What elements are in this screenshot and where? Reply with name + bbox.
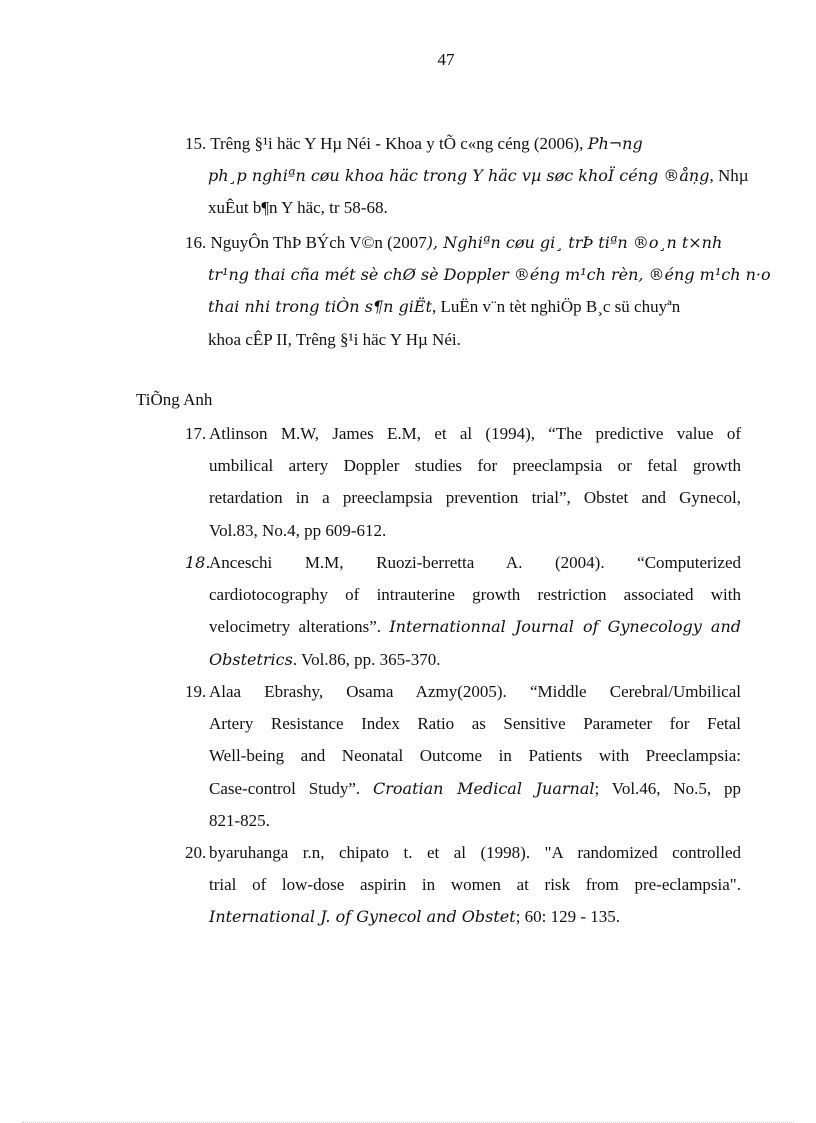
reference-journal-italic: Obstetrics <box>209 649 293 669</box>
reference-text: Trêng §¹i häc Y Hµ Néi - Khoa y tÕ c«ng céng (2006), <box>210 134 588 153</box>
reference-18-line-3 <box>209 611 741 643</box>
reference-text: velocimetry alterations”. <box>209 617 390 637</box>
reference-text: ; 60: 129 - 135. <box>515 907 621 927</box>
reference-17-line-4: Vol.83, No.4, pp 609-612. <box>209 520 387 540</box>
reference-19-line-2: Artery Resistance Index Ratio as Sensitive Parameter for Fetal <box>209 714 741 734</box>
reference-17-line-2: umbilical artery Doppler studies for preeclampsia or fetal growth <box>209 456 741 476</box>
reference-title-italic: thai nhi trong tiÒn s¶n giËt <box>208 297 432 317</box>
reference-number: 20. <box>185 843 207 862</box>
reference-number: 15. <box>185 134 207 153</box>
reference-20-line-3 <box>209 901 741 933</box>
reference-20-line-1: byaruhanga r.n, chipato t. et al (1998). "A randomized controlled <box>209 843 741 862</box>
reference-19-line-3: Well-being and Neonatal Outcome in Patients with Preeclampsia: <box>209 746 741 766</box>
reference-16-line-4: khoa cÊP II, Trêng §¹i häc Y Hµ Néi. <box>208 329 461 349</box>
reference-title-italic: ph¸p nghiªn cøu khoa häc trong Y häc vµ søc khoÏ céng ®åņg <box>208 166 710 186</box>
reference-number: 18. <box>185 553 211 572</box>
reference-18-line-1: Anceschi M.M, Ruozi-berretta A. (2004). “Computerized <box>209 553 741 572</box>
reference-journal-italic: Croatian Medical Juarnal <box>373 778 595 798</box>
reference-number: 19. <box>185 682 207 701</box>
reference-title-italic: Ph¬ng <box>587 134 643 153</box>
reference-text: , LuËn v¨n tèt nghiÖp B¸c sü chuyªn <box>431 297 681 317</box>
reference-15-line-3: xuÊut b¶n Y häc, tr 58-68. <box>208 198 388 218</box>
reference-journal-italic: International J. of Gynecol and Obstet <box>209 907 516 927</box>
reference-16 <box>185 227 771 356</box>
reference-19-line-5: 821-825. <box>209 810 270 830</box>
reference-15-line-2 <box>185 160 749 192</box>
reference-17-line-3: retardation in a preeclampsia prevention trial”, Obstet and Gynecol, <box>209 488 741 508</box>
reference-18 <box>185 547 741 676</box>
reference-18-line-4 <box>209 644 741 676</box>
reference-19-line-4 <box>209 773 741 805</box>
section-heading: TiÕng Anh <box>136 390 213 409</box>
reference-number: 16. <box>185 233 207 252</box>
reference-20-line-2: trial of low-dose aspirin in women at risk from pre-eclampsia". <box>209 875 741 895</box>
reference-16-line-3 <box>185 291 741 323</box>
reference-16-line-2: tr¹ng thai cña mét sè chØ sè Doppler ®éng m¹ch rèn, ®éng m¹ch n·o <box>208 265 771 285</box>
reference-19-line-1: Alaa Ebrashy, Osama Azmy(2005). “Middle Cerebral/Umbilical <box>209 682 741 701</box>
reference-15 <box>185 128 749 225</box>
reference-15-line-1 <box>185 128 741 160</box>
reference-title-italic: ), Nghiªn cøu gi¸ trÞ tiªn ®o¸n t×nh <box>426 233 723 252</box>
reference-text: , Nhµ <box>709 166 749 186</box>
reference-16-line-1 <box>185 227 741 259</box>
reference-journal-italic: Internationnal Journal of Gynecology and <box>389 617 742 637</box>
reference-number: 17. <box>185 424 207 443</box>
reference-text: . Vol.86, pp. 365-370. <box>292 649 441 669</box>
reference-17 <box>185 418 741 547</box>
page-number: 47 <box>437 50 455 69</box>
reference-text: Case-control Study”. <box>209 778 373 798</box>
reference-text: NguyÔn ThÞ BÝch V©n (2007 <box>210 233 427 252</box>
reference-17-line-1: Atlinson M.W, James E.M, et al (1994), “The predictive value of <box>209 424 741 443</box>
reference-19 <box>185 676 741 837</box>
reference-text: ; Vol.46, No.5, pp <box>594 778 741 798</box>
reference-20 <box>185 837 741 934</box>
reference-18-line-2: cardiotocography of intrauterine growth restriction associated with <box>209 585 741 605</box>
